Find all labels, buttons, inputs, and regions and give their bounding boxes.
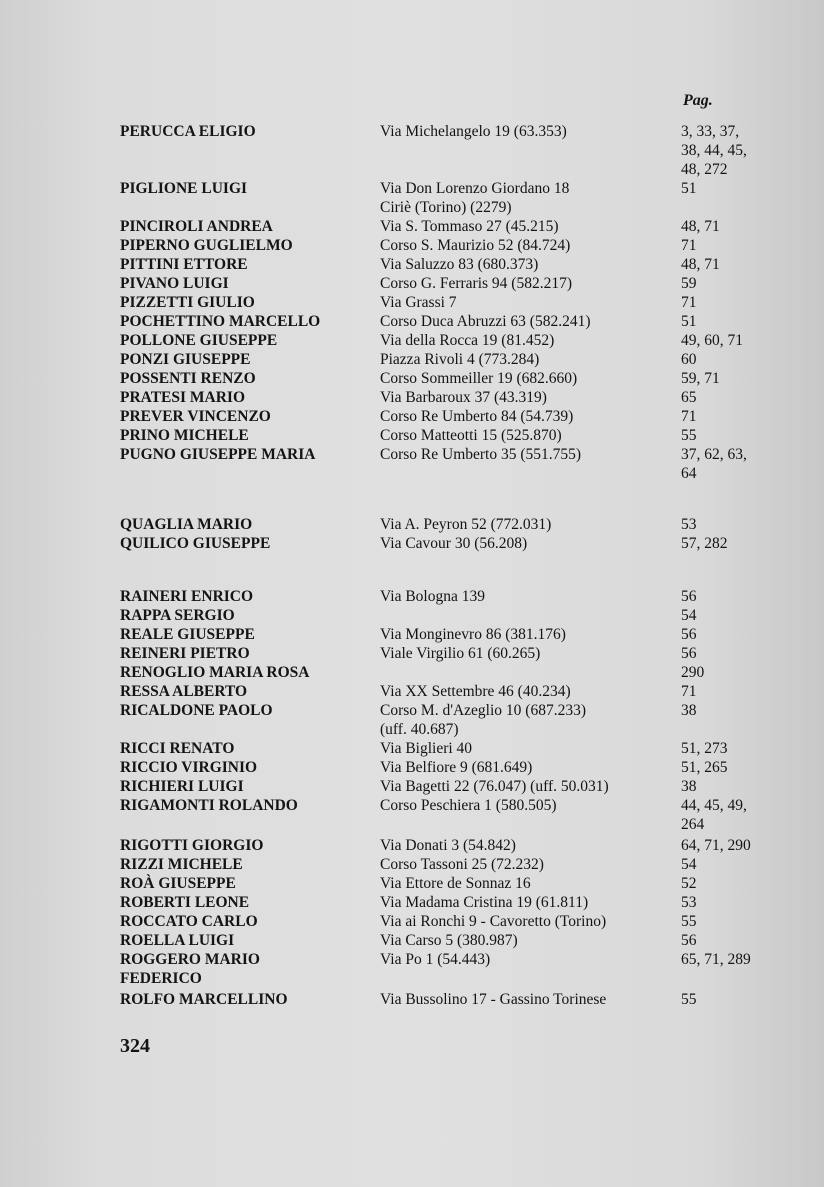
entry-pages: 48, 71: [681, 218, 720, 235]
entry-address: Corso M. d'Azeglio 10 (687.233) (uff. 40.687): [380, 702, 586, 738]
entry-name: ROBERTI LEONE: [120, 894, 250, 911]
entry-address: Via Bussolino 17 - Gassino Torinese: [380, 991, 607, 1008]
entry-address: Via Po 1 (54.443): [380, 951, 491, 968]
entry-address: Via Cavour 30 (56.208): [380, 535, 528, 552]
entry-name: PIPERNO GUGLIELMO: [120, 237, 293, 254]
entry-name: RAINERI ENRICO: [120, 588, 254, 605]
entry-pages: 56: [681, 645, 697, 662]
entry-address: Via XX Settembre 46 (40.234): [380, 683, 571, 700]
entry-name: ROCCATO CARLO: [120, 913, 258, 930]
entry-pages: 3, 33, 37, 38, 44, 45, 48, 272: [681, 123, 747, 178]
pag-column-header: Pag.: [683, 92, 713, 109]
entry-pages: 53: [681, 516, 697, 533]
entry-name: RENOGLIO MARIA ROSA: [120, 664, 310, 681]
entry-address: Via A. Peyron 52 (772.031): [380, 516, 552, 533]
entry-address: Via Madama Cristina 19 (61.811): [380, 894, 589, 911]
entry-name: PIGLIONE LUIGI: [120, 180, 248, 197]
entry-pages: 52: [681, 875, 697, 892]
entry-name: PERUCCA ELIGIO: [120, 123, 256, 140]
entry-address: Via Don Lorenzo Giordano 18 Ciriè (Torino) (2279): [380, 180, 570, 216]
entry-pages: 56: [681, 588, 697, 605]
entry-name: RIZZI MICHELE: [120, 856, 243, 873]
entry-pages: 71: [681, 683, 697, 700]
entry-pages: 44, 45, 49, 264: [681, 797, 747, 833]
entry-name: PRINO MICHELE: [120, 427, 249, 444]
entry-name: PIVANO LUIGI: [120, 275, 229, 292]
page-number: 324: [120, 1035, 150, 1057]
entry-pages: 56: [681, 626, 697, 643]
entry-name: REALE GIUSEPPE: [120, 626, 255, 643]
entry-address: Via Grassi 7: [380, 294, 457, 311]
entry-pages: 59: [681, 275, 697, 292]
entry-name: PITTINI ETTORE: [120, 256, 248, 273]
entry-name: POSSENTI RENZO: [120, 370, 256, 387]
entry-pages: 37, 62, 63, 64: [681, 446, 747, 482]
entry-address: Via S. Tommaso 27 (45.215): [380, 218, 559, 235]
entry-name: ROELLA LUIGI: [120, 932, 235, 949]
entry-address: Corso Duca Abruzzi 63 (582.241): [380, 313, 591, 330]
entry-name: PRATESI MARIO: [120, 389, 246, 406]
entry-pages: 55: [681, 913, 697, 930]
entry-name: RIGAMONTI ROLANDO: [120, 797, 298, 814]
entry-pages: 53: [681, 894, 697, 911]
entry-name: ROÀ GIUSEPPE: [120, 875, 236, 892]
entry-pages: 59, 71: [681, 370, 720, 387]
entry-address: Via Carso 5 (380.987): [380, 932, 518, 949]
entry-address: Via Belfiore 9 (681.649): [380, 759, 533, 776]
entry-pages: 64, 71, 290: [681, 837, 751, 854]
entry-address: Via Donati 3 (54.842): [380, 837, 516, 854]
entry-name: QUILICO GIUSEPPE: [120, 535, 271, 552]
entry-address: Via Michelangelo 19 (63.353): [380, 123, 567, 140]
entry-address: Via della Rocca 19 (81.452): [380, 332, 555, 349]
entry-name: RICALDONE PAOLO: [120, 702, 273, 719]
entry-pages: 56: [681, 932, 697, 949]
entry-name: RAPPA SERGIO: [120, 607, 235, 624]
entry-name: POCHETTINO MARCELLO: [120, 313, 321, 330]
entry-pages: 48, 71: [681, 256, 720, 273]
entry-pages: 65: [681, 389, 697, 406]
entry-pages: 49, 60, 71: [681, 332, 743, 349]
entry-name: PIZZETTI GIULIO: [120, 294, 255, 311]
entry-pages: 51, 265: [681, 759, 728, 776]
entry-name: ROGGERO MARIO FEDERICO: [120, 951, 260, 987]
entry-pages: 71: [681, 408, 697, 425]
entry-address: Via Bagetti 22 (76.047) (uff. 50.031): [380, 778, 609, 795]
entry-address: Via Ettore de Sonnaz 16: [380, 875, 531, 892]
entry-name: RICCIO VIRGINIO: [120, 759, 258, 776]
entry-name: RICHIERI LUIGI: [120, 778, 244, 795]
entry-pages: 60: [681, 351, 697, 368]
entry-pages: 55: [681, 427, 697, 444]
entry-pages: 290: [681, 664, 705, 681]
entry-address: Via Monginevro 86 (381.176): [380, 626, 566, 643]
entry-name: PREVER VINCENZO: [120, 408, 271, 425]
entry-address: Piazza Rivoli 4 (773.284): [380, 351, 540, 368]
entry-address: Corso S. Maurizio 52 (84.724): [380, 237, 571, 254]
entry-name: RESSA ALBERTO: [120, 683, 248, 700]
entry-address: Corso Tassoni 25 (72.232): [380, 856, 544, 873]
entry-address: Corso G. Ferraris 94 (582.217): [380, 275, 573, 292]
entry-pages: 54: [681, 856, 697, 873]
entry-address: Via ai Ronchi 9 - Cavoretto (Torino): [380, 913, 607, 930]
entry-address: Corso Matteotti 15 (525.870): [380, 427, 562, 444]
entry-address: Corso Sommeiller 19 (682.660): [380, 370, 578, 387]
entry-name: QUAGLIA MARIO: [120, 516, 253, 533]
entry-name: PONZI GIUSEPPE: [120, 351, 251, 368]
entry-name: ROLFO MARCELLINO: [120, 991, 288, 1008]
entry-address: Corso Re Umberto 35 (551.755): [380, 446, 582, 463]
entry-pages: 51: [681, 313, 697, 330]
entry-address: Via Barbaroux 37 (43.319): [380, 389, 547, 406]
entry-name: RICCI RENATO: [120, 740, 235, 757]
entry-pages: 57, 282: [681, 535, 728, 552]
entry-pages: 51: [681, 180, 697, 197]
entry-pages: 51, 273: [681, 740, 728, 757]
entry-pages: 55: [681, 991, 697, 1008]
entry-address: Via Biglieri 40: [380, 740, 473, 757]
entry-name: POLLONE GIUSEPPE: [120, 332, 278, 349]
entry-name: REINERI PIETRO: [120, 645, 250, 662]
entry-name: PINCIROLI ANDREA: [120, 218, 273, 235]
entry-address: Corso Peschiera 1 (580.505): [380, 797, 557, 814]
entry-pages: 71: [681, 294, 697, 311]
entry-address: Viale Virgilio 61 (60.265): [380, 645, 541, 662]
entry-pages: 71: [681, 237, 697, 254]
entry-name: RIGOTTI GIORGIO: [120, 837, 264, 854]
entry-pages: 38: [681, 778, 697, 795]
entry-address: Via Bologna 139: [380, 588, 485, 605]
entry-pages: 38: [681, 702, 697, 719]
entry-pages: 65, 71, 289: [681, 951, 751, 968]
entry-pages: 54: [681, 607, 697, 624]
entry-address: Via Saluzzo 83 (680.373): [380, 256, 539, 273]
entry-address: Corso Re Umberto 84 (54.739): [380, 408, 574, 425]
entry-name: PUGNO GIUSEPPE MARIA: [120, 446, 316, 463]
